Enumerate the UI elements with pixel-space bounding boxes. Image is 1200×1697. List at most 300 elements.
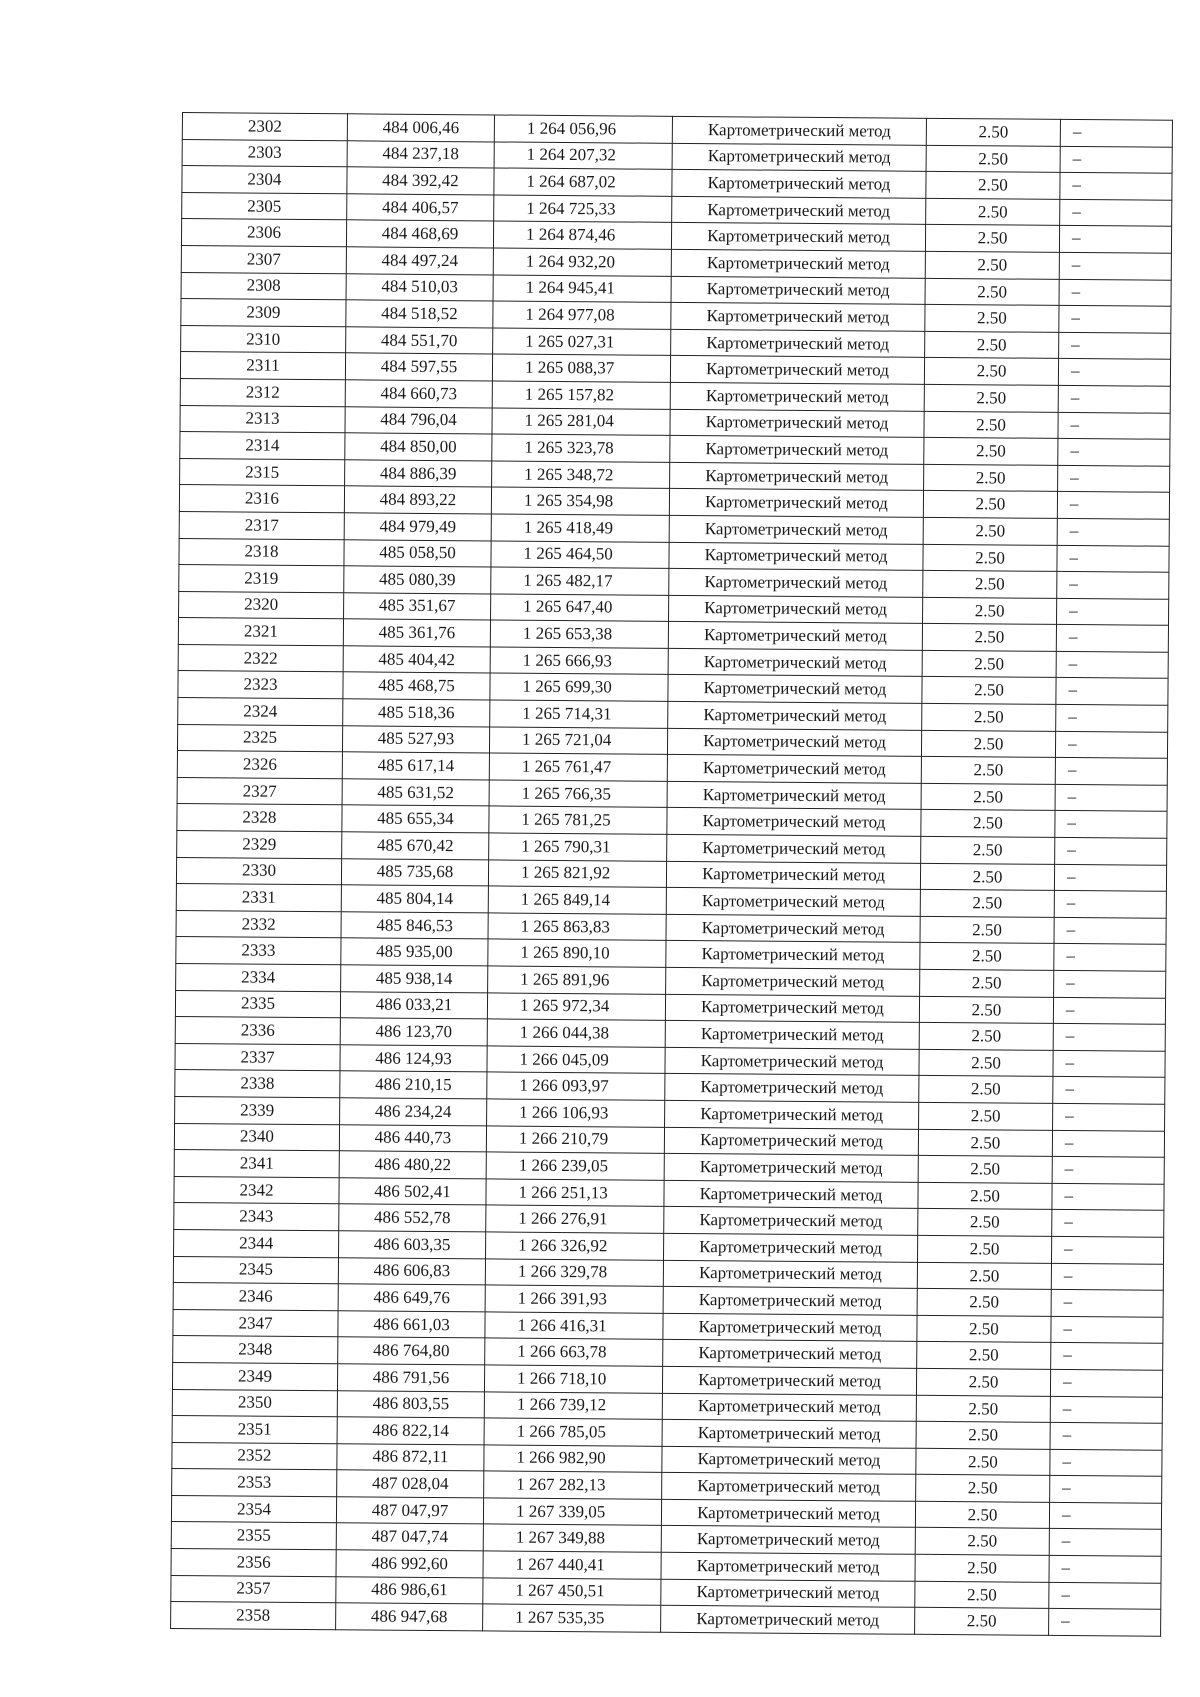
point-number-cell: 2354 (171, 1495, 336, 1523)
accuracy-cell: 2.50 (919, 1076, 1053, 1104)
y-coordinate-cell: 1 266 391,93 (485, 1285, 663, 1313)
y-coordinate-cell: 1 265 418,49 (491, 514, 669, 542)
note-cell: – (1058, 465, 1170, 492)
method-cell: Картометрический метод (668, 648, 922, 677)
point-number-cell: 2347 (173, 1309, 338, 1337)
point-number-cell: 2348 (173, 1336, 338, 1364)
note-cell: – (1055, 758, 1167, 785)
x-coordinate-cell: 486 033,21 (340, 991, 487, 1019)
accuracy-cell: 2.50 (926, 198, 1060, 226)
x-coordinate-cell: 484 796,04 (345, 406, 492, 434)
y-coordinate-cell: 1 265 323,78 (492, 434, 670, 462)
y-coordinate-cell: 1 265 863,83 (488, 913, 666, 941)
accuracy-cell: 2.50 (925, 331, 1059, 359)
y-coordinate-cell: 1 266 416,31 (485, 1312, 663, 1340)
point-number-cell: 2323 (178, 671, 343, 699)
x-coordinate-cell: 485 655,34 (342, 805, 489, 833)
method-cell: Картометрический метод (663, 1233, 917, 1262)
method-cell: Картометрический метод (671, 249, 925, 278)
point-number-cell: 2307 (181, 245, 346, 273)
x-coordinate-cell: 485 846,53 (341, 912, 488, 940)
accuracy-cell: 2.50 (920, 916, 1054, 944)
method-cell: Картометрический метод (668, 675, 922, 704)
method-cell: Картометрический метод (672, 143, 926, 172)
accuracy-cell: 2.50 (915, 1528, 1049, 1556)
note-cell: – (1049, 1555, 1161, 1582)
y-coordinate-cell: 1 264 725,33 (494, 195, 672, 223)
accuracy-cell: 2.50 (926, 118, 1060, 146)
method-cell: Картометрический метод (661, 1606, 915, 1635)
x-coordinate-cell: 484 893,22 (344, 486, 491, 514)
y-coordinate-cell: 1 265 891,96 (488, 966, 666, 994)
point-number-cell: 2346 (173, 1283, 338, 1311)
point-number-cell: 2349 (172, 1362, 337, 1390)
y-coordinate-cell: 1 266 251,13 (486, 1179, 664, 1207)
method-cell: Картометрический метод (669, 595, 923, 624)
x-coordinate-cell: 484 392,42 (347, 167, 494, 195)
method-cell: Картометрический метод (664, 1153, 918, 1182)
accuracy-cell: 2.50 (916, 1475, 1050, 1503)
x-coordinate-cell: 486 661,03 (338, 1310, 485, 1338)
point-number-cell: 2330 (176, 857, 341, 885)
point-number-cell: 2305 (182, 192, 347, 220)
point-number-cell: 2355 (171, 1522, 336, 1550)
x-coordinate-cell: 485 468,75 (343, 672, 490, 700)
method-cell: Картометрический метод (662, 1393, 916, 1422)
y-coordinate-cell: 1 265 653,38 (490, 620, 668, 648)
note-cell: – (1059, 252, 1171, 279)
method-cell: Картометрический метод (667, 781, 921, 810)
method-cell: Картометрический метод (662, 1366, 916, 1395)
note-cell: – (1050, 1396, 1162, 1423)
x-coordinate-cell: 484 850,00 (345, 433, 492, 461)
x-coordinate-cell: 486 803,55 (337, 1390, 484, 1418)
y-coordinate-cell: 1 266 326,92 (486, 1232, 664, 1260)
method-cell: Картометрический метод (664, 1180, 918, 1209)
y-coordinate-cell: 1 265 354,98 (491, 487, 669, 515)
point-number-cell: 2324 (178, 698, 343, 726)
note-cell: – (1052, 1210, 1164, 1237)
point-number-cell: 2356 (171, 1549, 336, 1577)
point-number-cell: 2321 (178, 618, 343, 646)
method-cell: Картометрический метод (665, 1074, 919, 1103)
note-cell: – (1060, 173, 1172, 200)
y-coordinate-cell: 1 265 088,37 (492, 354, 670, 382)
point-number-cell: 2335 (175, 990, 340, 1018)
method-cell: Картометрический метод (669, 515, 923, 544)
accuracy-cell: 2.50 (923, 597, 1057, 625)
x-coordinate-cell: 484 597,55 (345, 353, 492, 381)
note-cell: – (1051, 1316, 1163, 1343)
y-coordinate-cell: 1 266 106,93 (487, 1099, 665, 1127)
accuracy-cell: 2.50 (924, 358, 1058, 386)
method-cell: Картометрический метод (672, 170, 926, 199)
accuracy-cell: 2.50 (924, 384, 1058, 412)
point-number-cell: 2336 (175, 1017, 340, 1045)
accuracy-cell: 2.50 (915, 1581, 1049, 1609)
method-cell: Картометрический метод (671, 223, 925, 252)
y-coordinate-cell: 1 265 348,72 (492, 461, 670, 489)
y-coordinate-cell: 1 265 281,04 (492, 407, 670, 435)
note-cell: – (1055, 837, 1167, 864)
x-coordinate-cell: 485 518,36 (343, 699, 490, 727)
x-coordinate-cell: 485 404,42 (343, 646, 490, 674)
y-coordinate-cell: 1 267 282,13 (484, 1471, 662, 1499)
point-number-cell: 2342 (174, 1176, 339, 1204)
point-number-cell: 2334 (176, 963, 341, 991)
y-coordinate-cell: 1 265 699,30 (490, 673, 668, 701)
accuracy-cell: 2.50 (918, 1155, 1052, 1183)
accuracy-cell: 2.50 (921, 730, 1055, 758)
method-cell: Картометрический метод (662, 1419, 916, 1448)
method-cell: Картометрический метод (667, 755, 921, 784)
accuracy-cell: 2.50 (922, 650, 1056, 678)
method-cell: Картометрический метод (672, 196, 926, 225)
method-cell: Картометрический метод (663, 1286, 917, 1315)
accuracy-cell: 2.50 (920, 943, 1054, 971)
method-cell: Картометрический метод (670, 382, 924, 411)
y-coordinate-cell: 1 265 464,50 (491, 540, 669, 568)
accuracy-cell: 2.50 (918, 1209, 1052, 1237)
point-number-cell: 2312 (180, 378, 345, 406)
y-coordinate-cell: 1 265 666,93 (490, 647, 668, 675)
method-cell: Картометрический метод (663, 1340, 917, 1369)
x-coordinate-cell: 486 234,24 (340, 1098, 487, 1126)
method-cell: Картометрический метод (667, 728, 921, 757)
x-coordinate-cell: 484 979,49 (344, 513, 491, 541)
method-cell: Картометрический метод (671, 303, 925, 332)
y-coordinate-cell: 1 265 157,82 (492, 381, 670, 409)
y-coordinate-cell: 1 264 874,46 (493, 221, 671, 249)
y-coordinate-cell: 1 266 718,10 (484, 1365, 662, 1393)
accuracy-cell: 2.50 (917, 1235, 1051, 1263)
x-coordinate-cell: 485 935,00 (341, 938, 488, 966)
y-coordinate-cell: 1 266 045,09 (487, 1046, 665, 1074)
point-number-cell: 2351 (172, 1416, 337, 1444)
x-coordinate-cell: 484 237,18 (347, 140, 494, 168)
y-coordinate-cell: 1 265 781,25 (489, 806, 667, 834)
x-coordinate-cell: 486 123,70 (340, 1018, 487, 1046)
point-number-cell: 2350 (172, 1389, 337, 1417)
note-cell: – (1052, 1130, 1164, 1157)
y-coordinate-cell: 1 266 663,78 (485, 1338, 663, 1366)
y-coordinate-cell: 1 266 044,38 (487, 1019, 665, 1047)
y-coordinate-cell: 1 265 849,14 (488, 886, 666, 914)
x-coordinate-cell: 485 361,76 (343, 619, 490, 647)
note-cell: – (1056, 651, 1168, 678)
point-number-cell: 2329 (177, 831, 342, 859)
accuracy-cell: 2.50 (924, 437, 1058, 465)
x-coordinate-cell: 486 606,83 (338, 1257, 485, 1285)
accuracy-cell: 2.50 (926, 172, 1060, 200)
accuracy-cell: 2.50 (925, 278, 1059, 306)
accuracy-cell: 2.50 (923, 570, 1057, 598)
method-cell: Картометрический метод (666, 861, 920, 890)
note-cell: – (1053, 1103, 1165, 1130)
y-coordinate-cell: 1 264 977,08 (493, 301, 671, 329)
accuracy-cell: 2.50 (922, 624, 1056, 652)
point-number-cell: 2353 (172, 1469, 337, 1497)
note-cell: – (1049, 1609, 1161, 1636)
method-cell: Картометрический метод (665, 1021, 919, 1050)
note-cell: – (1059, 279, 1171, 306)
note-cell: – (1054, 917, 1166, 944)
point-number-cell: 2304 (182, 166, 347, 194)
y-coordinate-cell: 1 265 766,35 (489, 780, 667, 808)
y-coordinate-cell: 1 266 239,05 (486, 1152, 664, 1180)
accuracy-cell: 2.50 (921, 757, 1055, 785)
note-cell: – (1057, 518, 1169, 545)
note-cell: – (1052, 1157, 1164, 1184)
point-number-cell: 2316 (179, 485, 344, 513)
accuracy-cell: 2.50 (920, 863, 1054, 891)
x-coordinate-cell: 486 480,22 (339, 1151, 486, 1179)
point-number-cell: 2339 (175, 1096, 340, 1124)
point-number-cell: 2333 (176, 937, 341, 965)
note-cell: – (1060, 146, 1172, 173)
y-coordinate-cell: 1 264 207,32 (494, 142, 672, 170)
point-number-cell: 2319 (179, 565, 344, 593)
note-cell: – (1058, 385, 1170, 412)
note-cell: – (1057, 492, 1169, 519)
y-coordinate-cell: 1 267 339,05 (483, 1498, 661, 1526)
point-number-cell: 2352 (172, 1442, 337, 1470)
note-cell: – (1057, 571, 1169, 598)
accuracy-cell: 2.50 (918, 1182, 1052, 1210)
note-cell: – (1051, 1343, 1163, 1370)
method-cell: Картометрический метод (666, 941, 920, 970)
x-coordinate-cell: 484 886,39 (345, 460, 492, 488)
x-coordinate-cell: 486 872,11 (337, 1443, 484, 1471)
note-cell: – (1054, 864, 1166, 891)
accuracy-cell: 2.50 (915, 1501, 1049, 1529)
x-coordinate-cell: 485 527,93 (342, 725, 489, 753)
method-cell: Картометрический метод (666, 888, 920, 917)
note-cell: – (1055, 731, 1167, 758)
note-cell: – (1054, 944, 1166, 971)
note-cell: – (1058, 359, 1170, 386)
method-cell: Картометрический метод (667, 834, 921, 863)
note-cell: – (1058, 412, 1170, 439)
note-cell: – (1053, 1050, 1165, 1077)
accuracy-cell: 2.50 (916, 1448, 1050, 1476)
y-coordinate-cell: 1 265 972,34 (487, 993, 665, 1021)
x-coordinate-cell: 486 440,73 (339, 1124, 486, 1152)
method-cell: Картометрический метод (662, 1446, 916, 1475)
method-cell: Картометрический метод (666, 967, 920, 996)
accuracy-cell: 2.50 (924, 464, 1058, 492)
x-coordinate-cell: 484 497,24 (346, 247, 493, 275)
point-number-cell: 2357 (171, 1575, 336, 1603)
note-cell: – (1057, 545, 1169, 572)
point-number-cell: 2343 (174, 1203, 339, 1231)
y-coordinate-cell: 1 265 027,31 (493, 328, 671, 356)
accuracy-cell: 2.50 (921, 810, 1055, 838)
point-number-cell: 2327 (177, 777, 342, 805)
y-coordinate-cell: 1 266 739,12 (484, 1391, 662, 1419)
x-coordinate-cell: 484 406,57 (347, 194, 494, 222)
method-cell: Картометрический метод (671, 329, 925, 358)
x-coordinate-cell: 486 992,60 (336, 1550, 483, 1578)
x-coordinate-cell: 486 502,41 (339, 1178, 486, 1206)
x-coordinate-cell: 486 986,61 (336, 1576, 483, 1604)
accuracy-cell: 2.50 (915, 1608, 1049, 1636)
method-cell: Картометрический метод (661, 1499, 915, 1528)
x-coordinate-cell: 485 351,67 (344, 592, 491, 620)
point-number-cell: 2310 (181, 325, 346, 353)
note-cell: – (1056, 704, 1168, 731)
method-cell: Картометрический метод (669, 568, 923, 597)
note-cell: – (1055, 811, 1167, 838)
x-coordinate-cell: 486 791,56 (337, 1364, 484, 1392)
point-number-cell: 2313 (180, 405, 345, 433)
accuracy-cell: 2.50 (922, 677, 1056, 705)
accuracy-cell: 2.50 (922, 703, 1056, 731)
method-cell: Картометрический метод (661, 1526, 915, 1555)
x-coordinate-cell: 486 947,68 (336, 1603, 483, 1631)
accuracy-cell: 2.50 (924, 411, 1058, 439)
y-coordinate-cell: 1 266 982,90 (484, 1445, 662, 1473)
x-coordinate-cell: 484 006,46 (347, 114, 494, 142)
accuracy-cell: 2.50 (919, 1049, 1053, 1077)
accuracy-cell: 2.50 (925, 225, 1059, 253)
point-number-cell: 2311 (180, 352, 345, 380)
method-cell: Картометрический метод (670, 462, 924, 491)
point-number-cell: 2338 (175, 1070, 340, 1098)
accuracy-cell: 2.50 (925, 251, 1059, 279)
x-coordinate-cell: 485 080,39 (344, 566, 491, 594)
accuracy-cell: 2.50 (926, 145, 1060, 173)
y-coordinate-cell: 1 265 821,92 (488, 860, 666, 888)
point-number-cell: 2325 (177, 724, 342, 752)
method-cell: Картометрический метод (665, 1100, 919, 1129)
x-coordinate-cell: 486 764,80 (338, 1337, 485, 1365)
point-number-cell: 2331 (176, 884, 341, 912)
y-coordinate-cell: 1 267 535,35 (483, 1604, 661, 1632)
coordinates-table-body (171, 113, 1173, 1637)
accuracy-cell: 2.50 (925, 304, 1059, 332)
accuracy-cell: 2.50 (916, 1368, 1050, 1396)
x-coordinate-cell: 487 028,04 (337, 1470, 484, 1498)
y-coordinate-cell: 1 264 945,41 (493, 275, 671, 303)
y-coordinate-cell: 1 267 440,41 (483, 1551, 661, 1579)
y-coordinate-cell: 1 265 790,31 (489, 833, 667, 861)
point-number-cell: 2340 (174, 1123, 339, 1151)
note-cell: – (1049, 1529, 1161, 1556)
accuracy-cell: 2.50 (917, 1342, 1051, 1370)
x-coordinate-cell: 484 518,52 (346, 300, 493, 328)
x-coordinate-cell: 486 603,35 (339, 1231, 486, 1259)
x-coordinate-cell: 487 047,97 (336, 1497, 483, 1525)
x-coordinate-cell: 484 551,70 (346, 327, 493, 355)
y-coordinate-cell: 1 265 482,17 (491, 567, 669, 595)
y-coordinate-cell: 1 264 932,20 (493, 248, 671, 276)
note-cell: – (1050, 1422, 1162, 1449)
y-coordinate-cell: 1 265 761,47 (489, 753, 667, 781)
method-cell: Картометрический метод (664, 1207, 918, 1236)
note-cell: – (1049, 1502, 1161, 1529)
point-number-cell: 2318 (179, 538, 344, 566)
y-coordinate-cell: 1 265 721,04 (489, 727, 667, 755)
point-number-cell: 2320 (179, 591, 344, 619)
y-coordinate-cell: 1 266 093,97 (487, 1072, 665, 1100)
x-coordinate-cell: 485 617,14 (342, 752, 489, 780)
point-number-cell: 2345 (173, 1256, 338, 1284)
point-number-cell: 2315 (180, 458, 345, 486)
x-coordinate-cell: 485 938,14 (341, 965, 488, 993)
method-cell: Картометрический метод (661, 1552, 915, 1581)
x-coordinate-cell: 486 822,14 (337, 1417, 484, 1445)
point-number-cell: 2322 (178, 644, 343, 672)
y-coordinate-cell: 1 267 450,51 (483, 1578, 661, 1606)
accuracy-cell: 2.50 (920, 969, 1054, 997)
note-cell: – (1050, 1449, 1162, 1476)
note-cell: – (1053, 997, 1165, 1024)
point-number-cell: 2309 (181, 299, 346, 327)
note-cell: – (1060, 119, 1172, 146)
point-number-cell: 2341 (174, 1150, 339, 1178)
accuracy-cell: 2.50 (919, 1023, 1053, 1051)
x-coordinate-cell: 487 047,74 (336, 1523, 483, 1551)
point-number-cell: 2303 (182, 139, 347, 167)
note-cell: – (1050, 1369, 1162, 1396)
note-cell: – (1053, 1024, 1165, 1051)
point-number-cell: 2344 (174, 1229, 339, 1257)
note-cell: – (1052, 1183, 1164, 1210)
y-coordinate-cell: 1 266 329,78 (485, 1258, 663, 1286)
method-cell: Картометрический метод (663, 1313, 917, 1342)
note-cell: – (1049, 1582, 1161, 1609)
note-cell: – (1058, 439, 1170, 466)
note-cell: – (1059, 332, 1171, 359)
note-cell: – (1051, 1289, 1163, 1316)
method-cell: Картометрический метод (665, 1047, 919, 1076)
y-coordinate-cell: 1 265 647,40 (491, 594, 669, 622)
note-cell: – (1051, 1236, 1163, 1263)
x-coordinate-cell: 486 124,93 (340, 1045, 487, 1073)
x-coordinate-cell: 486 210,15 (340, 1071, 487, 1099)
method-cell: Картометрический метод (661, 1579, 915, 1608)
y-coordinate-cell: 1 264 056,96 (494, 115, 672, 143)
point-number-cell: 2332 (176, 910, 341, 938)
y-coordinate-cell: 1 265 890,10 (488, 939, 666, 967)
method-cell: Картометрический метод (662, 1473, 916, 1502)
accuracy-cell: 2.50 (921, 783, 1055, 811)
method-cell: Картометрический метод (669, 542, 923, 571)
method-cell: Картометрический метод (671, 276, 925, 305)
method-cell: Картометрический метод (670, 356, 924, 385)
method-cell: Картометрический метод (672, 116, 926, 145)
note-cell: – (1056, 678, 1168, 705)
note-cell: – (1057, 598, 1169, 625)
y-coordinate-cell: 1 267 349,88 (483, 1524, 661, 1552)
point-number-cell: 2306 (181, 219, 346, 247)
point-number-cell: 2302 (182, 113, 347, 141)
x-coordinate-cell: 484 510,03 (346, 273, 493, 301)
x-coordinate-cell: 486 649,76 (338, 1284, 485, 1312)
accuracy-cell: 2.50 (916, 1421, 1050, 1449)
note-cell: – (1059, 306, 1171, 333)
y-coordinate-cell: 1 265 714,31 (490, 700, 668, 728)
accuracy-cell: 2.50 (917, 1288, 1051, 1316)
accuracy-cell: 2.50 (923, 491, 1057, 519)
note-cell: – (1050, 1476, 1162, 1503)
y-coordinate-cell: 1 266 210,79 (486, 1125, 664, 1153)
accuracy-cell: 2.50 (917, 1262, 1051, 1290)
method-cell: Картометрический метод (668, 622, 922, 651)
x-coordinate-cell: 485 670,42 (342, 832, 489, 860)
accuracy-cell: 2.50 (917, 1315, 1051, 1343)
